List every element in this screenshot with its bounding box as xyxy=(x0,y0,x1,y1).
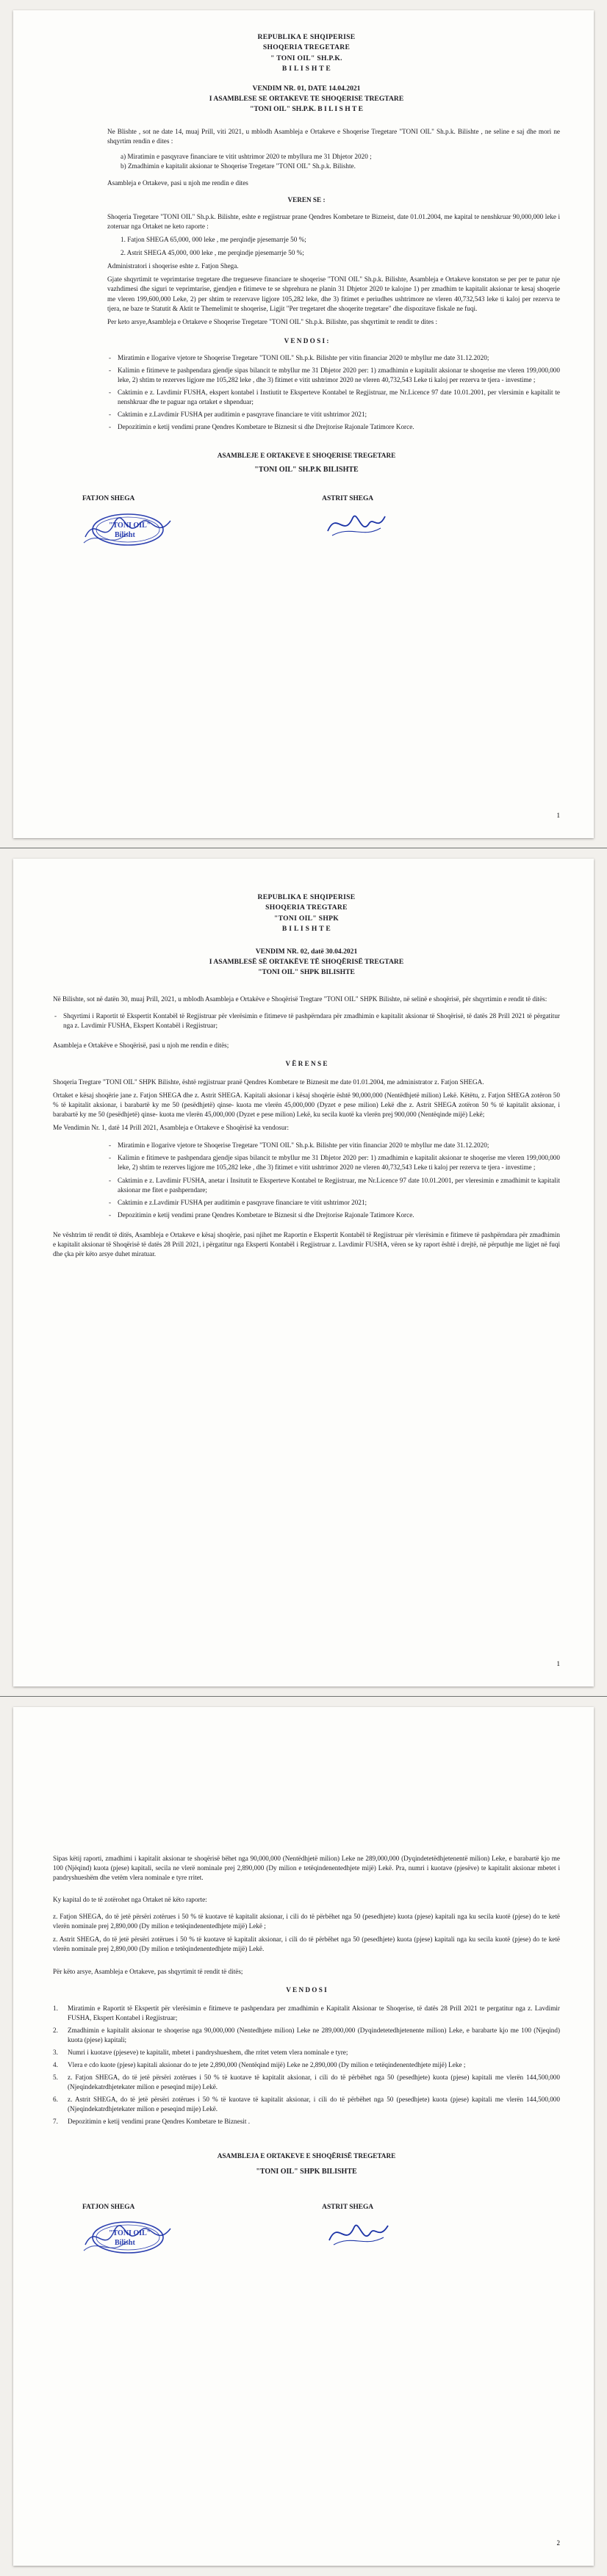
title-line-1: VENDIM NR. 02, datë 30.04.2021 xyxy=(255,947,358,956)
signer-1-name: FATJON SHEGA xyxy=(82,2203,135,2211)
header-line-2: SHOQERIA TREGETARE xyxy=(262,43,351,52)
page-1-intro: Ne Blishte , sot ne date 14, muaj Prill, viti 2021, u mblodh Asambleja e Ortakeve e Shoqerise Tregetare "TONI OIL" Sh.p.k. Bilishte , ne seline e saj dhe mori ne shqyrtim rendin e dites : xyxy=(107,127,560,145)
page-1-content xyxy=(53,32,560,819)
decision-item: Numri i kuotave (pjeseve) te kapitalit, mbetet i pandryshueshem, dhe rritet vetem vlera nominale e tyre; xyxy=(68,2048,348,2056)
company-stamp xyxy=(82,2215,193,2256)
decision-item: - Miratimin e llogarive vjetore te Shoqerise Tregetare "TONI OIL" Sh.p.k. Bilishte per vitin financiar 2020 te mbyllur me date 31.12.2020; xyxy=(107,1141,560,1150)
body-para-1: Sipas këtij raporti, zmadhimi i kapitalit aksionar te shoqërisë bëhet nga 90,000,000 (Nentëdhjetë milion) Leke ne 289,000,000 (Dyqindetetëdhjetenentë milion) Leke, e barabartë kjo me 100 (Njëqind) kuota (pjese) kapitali, secila ne vlerë nominale prej 2,890,000 (Dy milion e tetëqindenentedhjete mijë) Lekë. Pra, numri i kuotave (pjesëve) te kapitalit aksionar mbetet i pandryshueshëm dhe vetëm vlera nominale e tyre rritet. xyxy=(53,1855,560,1882)
title-line-3: "TONI OIL" SHPK BILISHTE xyxy=(258,968,355,977)
decision-item: - Caktimin e z.Lavdimir FUSHA per auditimin e pasqyrave financiare te vitit ushtrimor 2021; xyxy=(107,410,560,419)
signature-mark xyxy=(322,2214,432,2255)
page-2-agenda xyxy=(53,1011,560,1031)
page-2-content xyxy=(53,881,560,1667)
page-2-after-agenda: Asambleja e Ortakëve e Shoqërisë, pasi u njoh me rendin e ditës; xyxy=(53,1041,229,1049)
decision-item: Miratimin e Raportit të Ekspertit për vlerësimin e fitimeve te pashpendara per zmadhimin e Kapitalit Aksionar te Shoqerise, të datës 28 Prill 2021 te pergatitur nga z. Lavdimir FUSHA, Ekspert Kontabel i Regjistruar; xyxy=(68,2004,560,2021)
title-line-1: VENDIM NR. 01, DATE 14.04.2021 xyxy=(252,84,361,93)
agenda-item: - Shqyrtimi i Raportit të Ekspertit Kontabël të Regjistruar për vlerësimin e fitimeve të pashpërndara për zmadhimin e kapitalit aksionar të Shoqërisë, të datës 28 Prill 2021 të përgatitur nga z. Lavdimir FUSHA, Ekspert Kontabël i Regjistruar; xyxy=(53,1011,560,1031)
signature-graphic xyxy=(322,506,432,547)
decision-item: z. Astrit SHEGA, do të jetë përsëri zotërues i 50 % të kuotave të kapitalit aksionar, i cili do të përbëhet nga 50 (pesedhjete) kuota (pjese) kapitali me vlerën 144,500,000 (Njeqindekatrdhjetekater milion e peseqind mije) Lekë. xyxy=(68,2096,560,2113)
shareholder-1: z. Fatjon SHEGA, do të jetë përsëri zotërues i 50 % të kuotave të kapitalit aksionar, i cili do të përbëhet nga 50 (pesedhjete) kuota (pjese) kapitali nga ku secila kuotë (pjese) do te ketë vlerën nominale prej 2,890,000 (Dy milion e tetëqindenentedhjete mijë) Lekë ; xyxy=(53,1913,560,1930)
page-3-number: 2 xyxy=(556,2539,560,2547)
decision-item: - Caktimin e z. Lavdimir FUSHA, ekspert kontabel i Instiutit te Eksperteve Kontabel te Regjistruar, me Nr.Licence 97 date 10.01.2001, per vlersimin e kapitalit te nenshkruar dhe te paguar nga ortaket e shpenduar; xyxy=(107,388,560,407)
shareholder-1: 1. Fatjon SHEGA 65,000, 000 leke , me perqindje pjesemarrje 50 %; xyxy=(121,236,306,244)
page-2-title xyxy=(53,947,560,978)
page-3-per-keto: Për këto arsye, Asambleja e Ortakeve, pas shqyrtimit të rendit të ditës; xyxy=(53,1967,243,1975)
page-1-signature-block xyxy=(53,494,560,548)
page-2-intro: Në Bilishte, sot në datën 30, muaj Prill, 2021, u mblodh Asambleja e Ortakëve e Shoqërisë Tregtare "TONI OIL" SHPK Bilishte, në selinë e shoqërisë, për shqyrtimin e rendit të ditës: xyxy=(53,995,547,1003)
signature-graphic xyxy=(322,2214,432,2255)
signer-1-name: FATJON SHEGA xyxy=(82,495,135,503)
header-line-1: REPUBLIKA E SHQIPERISE xyxy=(257,33,356,41)
footer-title-line-1: ASAMBLEJE E ORTAKEVE E SHOQERISE TREGETARE xyxy=(217,452,396,460)
paper-sheet-3 xyxy=(13,1707,594,2566)
decision-item: Depozitimin e ketij vendimi prane Qendres Kombetare te Biznesit . xyxy=(68,2118,250,2126)
page-3-footer-title xyxy=(53,2151,560,2177)
shareholder-2: 2. Astrit SHEGA 45,000, 000 leke , me perqindje pjesemarrje 50 %; xyxy=(121,249,304,257)
stamp-graphic xyxy=(82,2215,193,2258)
decision-item: Zmadhimin e kapitalit aksionar te shoqerise nga 90,000,000 (Nentedhjete milion) Leke ne 289,000,000 (Dyqindetetedhjetenente milion) Leke, e barabarte kjo me 100 (Njeqind) kuota (pjese) kapitali; xyxy=(68,2026,560,2043)
title-line-2: I ASAMBLESE SE ORTAKEVE TE SHOQERISE TREGTARE xyxy=(209,94,404,103)
scanned-page-3 xyxy=(0,1697,607,2576)
scanned-page-2 xyxy=(0,848,607,1697)
header-line-2: SHOQERIA TREGTARE xyxy=(265,903,348,912)
svg-text:"TONI OIL": "TONI OIL" xyxy=(109,521,151,530)
page-2-header xyxy=(53,892,560,935)
signer-2-name: ASTRIT SHEGA xyxy=(322,2203,374,2211)
page-3-decisions xyxy=(53,2004,560,2127)
body-para-3: Me Vendimin Nr. 1, datë 14 Prill 2021, Asambleja e Ortakeve e Shoqërisë ka vendosur: xyxy=(53,1124,290,1132)
agenda-item-a: a) Miratimin e pasqyrave financiare te vitit ushtrimor 2020 te mbyllura me 31 Dhjetor 2020 ; xyxy=(121,152,372,160)
page-1-vendosi-heading: V E N D O S I : xyxy=(284,336,329,344)
header-line-3: " TONI OIL" SH.P.K. xyxy=(270,54,342,62)
svg-text:"TONI OIL": "TONI OIL" xyxy=(109,2229,151,2237)
page-3-mid-lead: Ky kapital do te të zotërohet nga Ortaket në këto raporte: xyxy=(53,1896,207,1904)
decision-item: - Depozitimin e ketij vendimi prane Qendres Kombetare te Biznesit si dhe Drejtorise Rajonale Tatimore Korce. xyxy=(107,422,560,432)
agenda-item-b: b) Zmadhimin e kapitalit aksionar te Shoqerise Tregetare "TONI OIL" Sh.p.k. Bilishte. xyxy=(121,162,356,170)
decision-item: - Kalimin e fitimeve te pashpendara gjendje sipas bilancit te mbyllur me 31 Dhjetor 2020 per: 1) zmadhimin e kapitalit aksionar te shoqerise me vleren 199,000,000 leke, 2) shtim te rezerves ligjore me 105,282 leke , dhe 3) fitimet e vitit ushtrimor 2020 ne vleren 40,732,543 Leke ti kaloj per rezerva te tjera - investime ; xyxy=(107,366,560,385)
header-line-4: B I L I S H T E xyxy=(281,65,331,73)
page-3-shareholders xyxy=(53,1912,560,1954)
decision-item: - Miratimin e llogarive vjetore te Shoqerise Tregetare "TONI OIL" Sh.p.k. Bilishte per vitin financiar 2020 te mbyllur me date 31.12.2020; xyxy=(107,353,560,363)
page-2-veren-se-heading: V Ë R E N S E xyxy=(285,1059,328,1067)
page-1-after-agenda: Asambleja e Ortakeve, pasi u njoh me rendin e dites xyxy=(107,178,248,187)
signer-2-name: ASTRIT SHEGA xyxy=(322,495,374,503)
signer-1 xyxy=(82,2203,287,2256)
body-para-2: Ortaket e kësaj shoqërie jane z. Fatjon SHEGA dhe z. Astrit SHEGA. Kapitali aksionar i kësaj shoqërie është 90,000,000 (Nentëdhjetë milion) Lekë. Këtëtu, z. Fatjon SHEGA zotëron 50 % të kapitalit aksionar, i barabartë ky me 50 (pesëdhjetë) qinse- kuota me vlerën 45,000,000 (Dyzet e pese milion) Lekë dhe z. Astrit SHEGA zotëron 50 % të kapitalit aksionar, i barabartë ky me 50 (pesëdhjetë) qinse- kuota me vlerën 45,000,000 (Dyzet e pese milion) Lekë, ku secila kuotë ka vlerën prej 900,000 (Nentëqinde mijë) Lekë; xyxy=(53,1092,560,1119)
page-2-number: 1 xyxy=(556,1660,560,1667)
page-1-title xyxy=(53,84,560,115)
page-1-decisions xyxy=(107,353,560,432)
decision-item: - Caktimin e z.Lavdimir FUSHA per auditimin e pasqyrave financiare te vitit ushtrimor 2021; xyxy=(107,1198,560,1208)
signer-2 xyxy=(322,2203,526,2256)
body-para-1: Shoqeria Tregtare "TONI OIL" SHPK Bilishte, është regjistruar pranë Qendres Kombetare te Biznesit me date 01.01.2004, me administrator z. Fatjon SHEGA. xyxy=(53,1078,484,1086)
administrator-note: Administratori i shoqerise eshte z. Fatjon Shega. xyxy=(107,262,239,270)
footer-title-line-2: "TONI OIL" SHPK BILISHTE xyxy=(256,2168,357,2176)
page-2-body xyxy=(53,1078,560,1133)
page-1-number: 1 xyxy=(556,812,560,819)
header-line-1: REPUBLIKA E SHQIPERISE xyxy=(257,893,356,901)
page-2-closing: Ne vështrim të rendit të ditës, Asambleja e Ortakeve e kësaj shoqërie, pasi njihet me Raportin e Ekspertit Kontabël të Regjistruar për vlerësimin e fitimeve të pashpërndara për zmadhimin e kapitalit aksionar të Shoqërisë të datës 28 Prill 2021, i përgatitur nga Eksperti Kontabël i Regjistruar z. Lavdimir FUSHA, vëren se ky raport është i drejtë, në përputhje me ligjet në fuqi dhe çka për këto arsye duhet miratuar. xyxy=(53,1230,560,1258)
decision-item: Vlera e cdo kuote (pjese) kapitali aksionar do te jete 2,890,000 (Nentëqind mijë) Leke ne 2,890,000 (Dy milion e tetëqindenentedhjete mijë) Leke ; xyxy=(68,2060,466,2068)
page-3-content xyxy=(53,1854,560,2547)
page-2-decisions xyxy=(107,1141,560,1219)
page-1-footer-title xyxy=(53,451,560,475)
page-1-veren-se-heading: VEREN SE : xyxy=(287,196,326,204)
svg-text:Bilisht: Bilisht xyxy=(115,530,135,539)
page-3-body xyxy=(53,1854,560,1883)
title-line-2: I ASAMBLESË SË ORTAKËVE TË SHOQËRISË TREGTARE xyxy=(209,957,404,966)
paper-sheet-2 xyxy=(13,859,594,1686)
shareholder-2: z. Astrit SHEGA, do të jetë përsëri zotërues i 50 % të kuotave të kapitalit aksionar, i cili do të përbëhet nga 50 (pesedhjete) kuota (pjese) kapitali nga ku secila kuotë (pjese) do te ketë vlerën nominale prej 2,890,000 (Dy milion e tetëqindenentedhjete mijë) Lekë. xyxy=(53,1935,560,1953)
body-para-2: Gjate shqyrtimit te veprimtarise tregetare dhe tregueseve financiare te shoqerise "TONI OIL" Sh.p.k. Bilishte, Asambleja e Ortakeve konstaton se per per te patur nje vazhdimesi dhe siguri te veprimtarise, gjendjen e fitimeve te se shprehura ne planin 31 Dhjetor 2020 te kalojne 1) per zmadhim te kapitalit aksionar te kesaj shoqerie me vleren 199,600,000 Leke, 2) per shtim te rezervave ligjore 105,282 leke, dhe 3) fitimet e periudhes ushtrimore ne vleren 40,732,543 leke ti kaloj per rezerva te tjera, ne baze te Statutit & Aktit te Themelimit te shoqerise, Ligjit "Per tregetaret dhe shoqerite tregetare" dhe dispozitave fiskale ne fuqi. xyxy=(107,275,560,312)
body-para-3: Per keto arsye,Asambleja e Ortakeve e Shoqerise Tregetare "TONI OIL" Sh.p.k. Bilishte, pas shqyrtimit te rendit te dites : xyxy=(107,317,437,325)
footer-title-line-2: "TONI OIL" SH.P.K BILISHTE xyxy=(254,466,359,475)
title-line-3: "TONI OIL" SH.P.K. B I L I S H T E xyxy=(250,105,363,114)
signature-mark xyxy=(322,506,432,547)
header-line-3: "TONI OIL" SHPK xyxy=(273,914,339,923)
decision-item: z. Fatjon SHEGA, do të jetë përsëri zotërues i 50 % të kuotave të kapitalit aksionar, i cili do të përbëhet nga 50 (pesedhjete) kuota (pjese) kapitali me vlerën 144,500,000 (Njeqindekatrdhjetekater milion e peseqind mije) Lekë. xyxy=(68,2074,560,2091)
company-stamp xyxy=(82,508,193,549)
header-line-4: B I L I S H T E xyxy=(281,925,331,934)
decision-item: - Kalimin e fitimeve te pashpendara gjendje sipas bilancit te mbyllur me 31 Dhjetor 2020 per: 1) zmadhimin e kapitalit aksionar te shoqerise me vleren 199,000,000 leke, 2) shtim te rezerves ligjore me 105,282 leke , dhe 3) fitimet e vitit ushtrimor 2020 ne vleren 40,732,543 Leke ti kaloj per rezerva te tjera - investime ; xyxy=(107,1153,560,1172)
signer-1 xyxy=(82,494,287,548)
decision-item: - Caktimin e z. Lavdimir FUSHA, anetar i Insitutit te Eksperteve Kontabel te Regjistruar, me Nr.Licence 97 date 10.01.2001, per vleresimin e zmadhimit te kapitalit aksionar me fitet e pashperndare; xyxy=(107,1176,560,1195)
scanned-page-1 xyxy=(0,0,607,848)
decision-item: - Depozitimin e ketij vendimi prane Qendres Kombetare te Biznesit si dhe Drejtorise Rajonale Tatimore Korce. xyxy=(107,1211,560,1220)
page-3-vendosi-heading: V E N D O S I xyxy=(286,1985,327,1994)
body-para-1: Shoqeria Tregetare "TONI OIL" Sh.p.k. Bilishte, eshte e regjistruar prane Qendres Kombetare te Bizneist, date 01.01.2004, me kapital te nenshkruar 90,000,000 leke i zoteruar nga Ortaket ne keto raporte : xyxy=(107,213,560,231)
page-1-body xyxy=(107,212,560,327)
signer-2 xyxy=(322,494,526,548)
footer-title-line-1: ASAMBLEJA E ORTAKEVE E SHOQËRISË TREGETARE xyxy=(217,2152,396,2160)
page-3-signature-block xyxy=(53,2203,560,2256)
paper-sheet-1 xyxy=(13,10,594,838)
page-1-header xyxy=(53,32,560,75)
svg-text:Bilisht: Bilisht xyxy=(115,2238,135,2247)
stamp-graphic xyxy=(82,508,193,550)
page-1-agenda xyxy=(121,152,560,171)
